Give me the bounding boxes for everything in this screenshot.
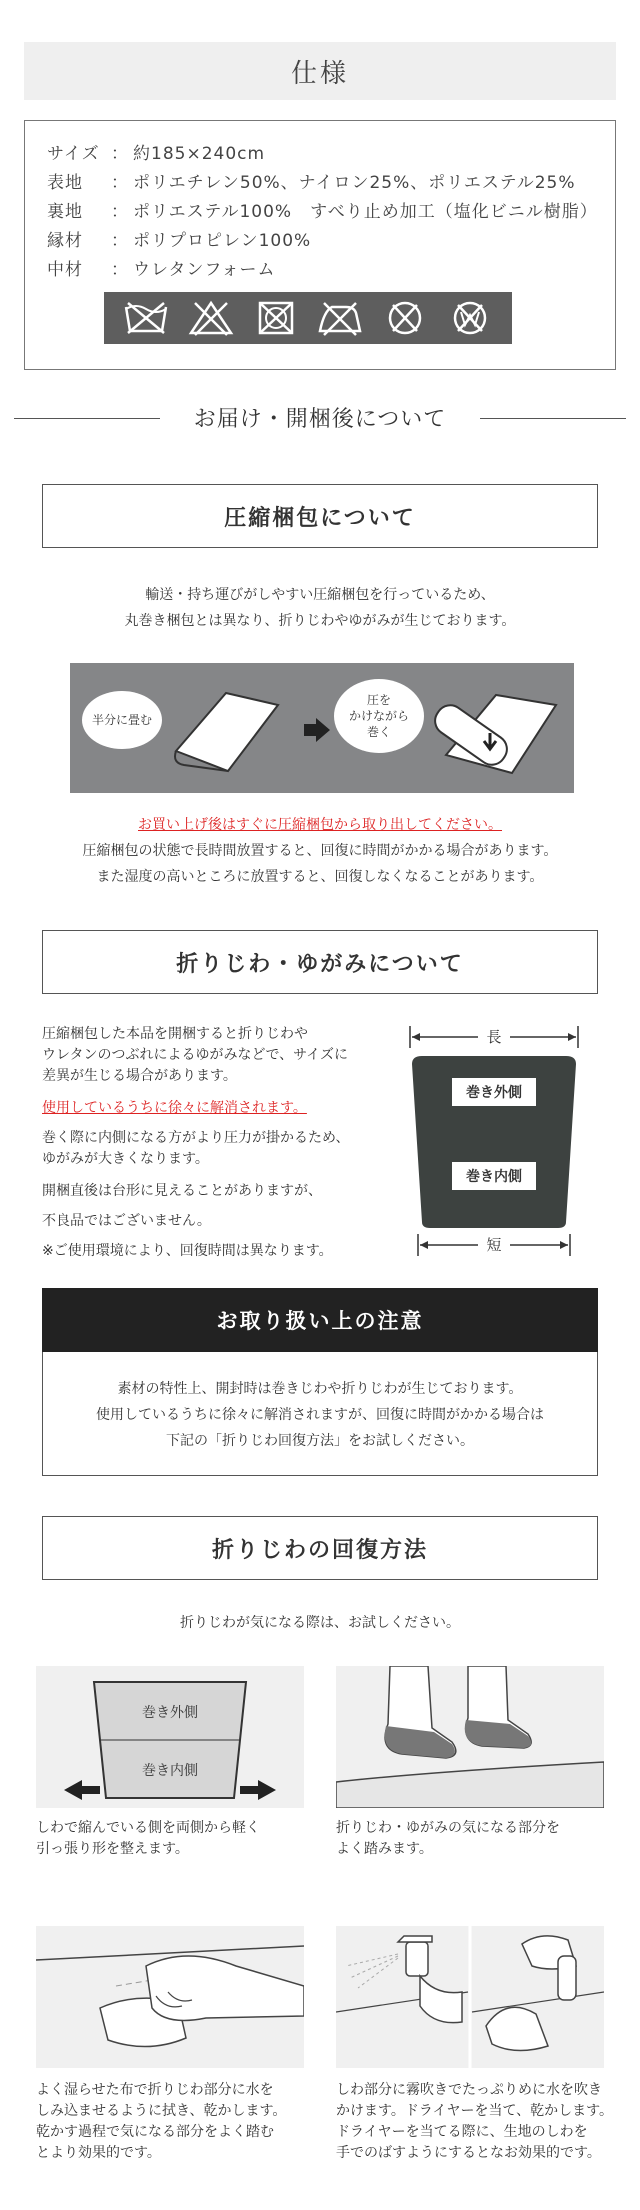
compress-intro-2: 丸巻き梱包とは異なり、折りじわやゆがみが生じております。: [124, 613, 516, 629]
caution-line-2: 使用しているうちに徐々に解消されますが、回復に時間がかかる場合は: [96, 1407, 544, 1423]
compress-illustration: [70, 663, 574, 793]
caution-line-3: 下記の「折りじわ回復方法」をお試しください。: [166, 1433, 474, 1449]
wrinkle-para-2: 巻く際に内側になる方がより圧力が掛かるため、 ゆがみが大きくなります。: [42, 1130, 350, 1167]
spec-row-back: 裏地 ： ポリエステル100% すべり止め加工（塩化ビニル樹脂）: [47, 202, 598, 222]
recovery-caption-4: しわ部分に霧吹きでたっぷりめに水を吹き かけます。ドライヤーを当て、乾かします。 ドライヤーを当てる際に、生地のしわを 手でのばすようにするとなお効果的です。: [336, 2082, 614, 2161]
compress-note-1: 圧縮梱包の状態で長時間放置すると、回復に時間がかかる場合があります。: [82, 843, 558, 859]
label-inner-side: 巻き内側: [452, 1162, 536, 1190]
compress-warning: お買い上げ後はすぐに圧縮梱包から取り出してください。: [138, 817, 502, 833]
arrow-right-icon: [304, 718, 330, 742]
spec-row-filling: 中材 ： ウレタンフォーム: [47, 260, 276, 280]
recovery-photo-step: [336, 1666, 604, 1808]
compress-heading: 圧縮梱包について: [42, 484, 598, 548]
no-tumble-dry-icon: [252, 299, 300, 337]
spec-row-surface: 表地 ： ポリエチレン50%、ナイロン25%、ポリエステル25%: [47, 173, 576, 193]
wrinkle-para-4: 不良品ではございません。: [42, 1213, 211, 1229]
divider-line-left: [14, 418, 160, 419]
recovery-photo-stretch: [36, 1666, 304, 1808]
no-iron-icon: [316, 299, 364, 337]
bubble-fold-half: 半分に畳む: [82, 691, 162, 749]
wrinkle-para-3: 開梱直後は台形に見えることがありますが、: [42, 1183, 322, 1199]
no-bleach-icon: [187, 299, 235, 337]
rolled-mat-illustration: [426, 685, 566, 785]
recovery-photo-spray: [336, 1926, 604, 2068]
caution-line-1: 素材の特性上、開封時は巻きじわや折りじわが生じております。: [117, 1381, 523, 1397]
spec-row-edge: 縁材 ： ポリプロピレン100%: [47, 231, 312, 251]
compress-intro-1: 輸送・持ち運びがしやすい圧縮梱包を行っているため、: [145, 587, 495, 603]
wrinkle-heading: 折りじわ・ゆがみについて: [42, 930, 598, 994]
recovery-heading: 折りじわの回復方法: [42, 1516, 598, 1580]
long-dimension: 長: [408, 1026, 580, 1048]
recovery-intro: 折りじわが気になる際は、お試しください。: [180, 1615, 460, 1631]
wrinkle-para-1: 圧縮梱包した本品を開梱すると折りじわや ウレタンのつぶれによるゆがみなどで、サイズに 差異が生じる場合があります。: [42, 1026, 349, 1084]
no-dry-clean-icon: [381, 299, 429, 337]
bubble-roll-press: 圧を かけながら 巻く: [334, 679, 424, 753]
divider-line-right: [480, 418, 626, 419]
compress-note-2: また湿度の高いところに放置すると、回復しなくなることがあります。: [96, 869, 544, 885]
stretch-label-outer: 巻き外側: [142, 1705, 198, 1721]
section-title: お届け・開梱後について: [193, 407, 447, 432]
stretch-label-inner: 巻き内側: [142, 1763, 198, 1779]
recovery-photo-wipe: [36, 1926, 304, 2068]
caution-heading: お取り扱い上の注意: [42, 1288, 598, 1352]
recovery-caption-1: しわで縮んでいる側を両側から軽く 引っ張り形を整えます。: [36, 1820, 260, 1857]
no-wash-icon: [122, 299, 170, 337]
label-outer-side: 巻き外側: [452, 1078, 536, 1106]
care-symbols: [104, 292, 512, 344]
wrinkle-red-note: 使用しているうちに徐々に解消されます。: [42, 1100, 307, 1116]
folded-mat-illustration: [166, 681, 286, 781]
recovery-caption-3: よく湿らせた布で折りじわ部分に水を しみ込ませるように拭き、乾かします。 乾かす過程で気になる部分をよく踏む とより効果的です。: [36, 2082, 287, 2161]
spec-title: 仕様: [24, 42, 616, 100]
no-wet-clean-icon: [446, 299, 494, 337]
recovery-caption-2: 折りじわ・ゆがみの気になる部分を よく踏みます。: [336, 1820, 560, 1857]
wrinkle-para-5: ※ご使用環境により、回復時間は異なります。: [42, 1243, 333, 1259]
spec-row-size: サイズ ： 約185×240cm: [47, 144, 266, 164]
short-dimension: 短: [416, 1234, 572, 1256]
